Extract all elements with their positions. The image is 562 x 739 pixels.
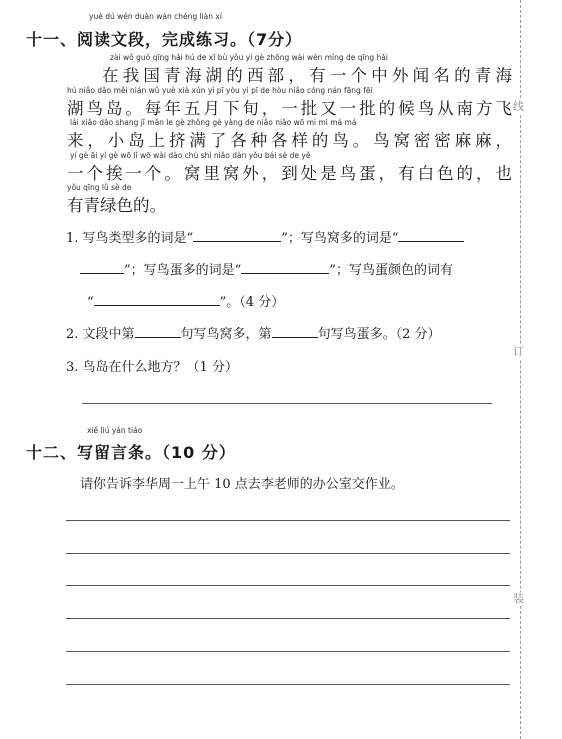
passage-pinyin-line: zài wǒ guó qīng hǎi hú de xī bù yǒu yí gè zhōng wài wén míng de qīng hǎi (110, 53, 388, 62)
question-3: 3. 鸟岛在什么地方？（1 分） (66, 360, 238, 375)
q1-blank-nests[interactable] (398, 227, 464, 242)
passage-line: 在我国青海湖的西部，有一个中外闻名的青海 (102, 66, 512, 85)
section12-pinyin: xiě liú yán tiáo (87, 426, 143, 435)
passage-pinyin-line: yí gè āi yí gè wō lǐ wō wài dào chù shì niǎo dàn yǒu bái sè de yě (70, 151, 311, 160)
q3-answer-line[interactable] (82, 403, 492, 404)
margin-char-ding: 订 (513, 345, 524, 358)
q2-text-a: 2. 文段中第 (66, 327, 135, 342)
margin-char-zhuang: 装 (513, 592, 524, 605)
passage-pinyin-line: lái xiǎo dǎo shang jǐ mǎn le gè zhǒng gè yàng de niǎo niǎo wō mì mì má má (70, 118, 357, 127)
writing-line[interactable] (66, 553, 510, 554)
writing-line[interactable] (66, 585, 510, 586)
q1-blank-eggs[interactable] (241, 259, 329, 274)
writing-line[interactable] (66, 651, 510, 652)
q1-blank-egg-colors[interactable] (94, 291, 220, 306)
passage-line: 来，小岛上挤满了各种各样的鸟。鸟窝密密麻麻， (67, 131, 512, 150)
q1-text-d: ”；写鸟蛋颜色的词有 (329, 263, 453, 278)
question-1-line-1 (66, 227, 464, 246)
writing-line[interactable] (66, 520, 510, 521)
passage-line: 湖鸟岛。每年五月下旬，一批又一批的候鸟从南方飞 (67, 99, 512, 118)
margin-char-xian: 线 (513, 100, 524, 113)
q2-blank-nest-sentence[interactable] (135, 323, 181, 338)
section11-pinyin: yuè dú wén duàn wán chéng liàn xí (89, 12, 222, 21)
passage-pinyin-line: hú niǎo dǎo měi nián wǔ yuè xià xún yì pī yòu yì pī de hòu niǎo cóng nán fāng fēi (67, 86, 373, 95)
q2-text-c: 句写鸟蛋多。（2 分） (317, 327, 441, 342)
passage-line: 有青绿色的。 (67, 196, 166, 215)
writing-line[interactable] (66, 618, 510, 619)
writing-line[interactable] (66, 684, 510, 685)
q1-blank-bird-types[interactable] (193, 227, 281, 242)
passage-pinyin-line: yǒu qīng lǜ sè de (67, 183, 132, 192)
q1-text-c: ”；写鸟蛋多的词是“ (124, 263, 242, 278)
question-1-line-3 (87, 291, 284, 310)
q1-text-e: “ (87, 295, 94, 310)
section12-prompt: 请你告诉李华周一上午 10 点去李老师的办公室交作业。 (80, 477, 404, 492)
question-2 (66, 323, 440, 342)
q1-text-b: ”；写鸟窝多的词是“ (281, 231, 399, 246)
section11-title: 十一、阅读文段，完成练习。（7分） (26, 30, 303, 49)
question-1-line-2 (80, 259, 453, 278)
section12-title: 十二、写留言条。（10 分） (26, 443, 236, 462)
q2-blank-egg-sentence[interactable] (272, 323, 318, 338)
q1-blank-nests-cont[interactable] (80, 259, 124, 274)
q2-text-b: 句写鸟窝多，第 (180, 327, 272, 342)
passage-line: 一个挨一个。窝里窝外，到处是鸟蛋，有白色的，也 (67, 164, 512, 183)
q1-text-f: ”。（4 分） (219, 295, 285, 310)
q1-text-a: 1. 写鸟类型多的词是“ (66, 231, 194, 246)
